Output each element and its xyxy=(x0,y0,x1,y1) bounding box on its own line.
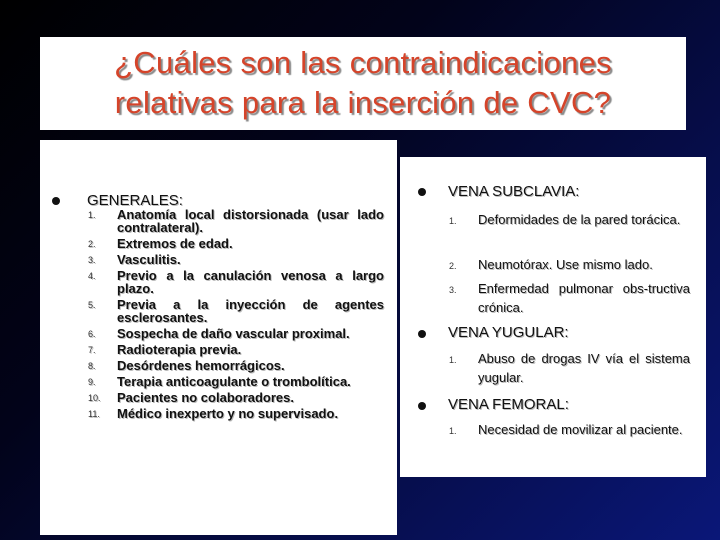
list-number: 7. xyxy=(88,345,96,355)
list-number: 3. xyxy=(88,255,96,265)
subclavia-heading: VENA SUBCLAVIA: xyxy=(448,183,580,200)
list-item xyxy=(40,298,384,324)
generales-list xyxy=(40,208,384,423)
subclavia-item-2: Neumotórax. Use mismo lado. xyxy=(478,257,653,272)
list-number: 3. xyxy=(449,285,457,295)
list-number: 9. xyxy=(88,377,96,387)
yugular-item-1: Abuso de drogas IV vía el sistema yugular. xyxy=(478,351,690,385)
list-number: 1. xyxy=(449,355,457,365)
list-number: 6. xyxy=(88,329,96,339)
list-item-text: Sospecha de daño vascular proximal. xyxy=(117,326,350,341)
list-number: 11. xyxy=(88,409,100,419)
list-number: 2. xyxy=(88,239,96,249)
generales-heading: GENERALES: xyxy=(87,192,183,209)
list-number: 8. xyxy=(88,361,96,371)
list-item xyxy=(40,375,384,388)
subclavia-item-3: Enfermedad pulmonar obs-tructiva crónica. xyxy=(478,281,690,315)
list-item-text: Anatomía local distorsionada (usar lado contralateral). xyxy=(117,207,384,235)
title-line-1: ¿Cuáles son las contraindicaciones xyxy=(114,45,612,80)
bullet-icon xyxy=(52,197,60,205)
list-item-text: Médico inexperto y no supervisado. xyxy=(117,406,339,421)
list-item-text: Previa a la inyección de agentes esclerosantes. xyxy=(117,297,384,325)
list-item xyxy=(40,359,384,372)
list-item-text: Desórdenes hemorrágicos. xyxy=(117,358,285,373)
list-item-text: Pacientes no colaboradores. xyxy=(117,390,295,405)
list-item xyxy=(40,237,384,250)
list-item xyxy=(40,253,384,266)
femoral-item-1: Necesidad de movilizar al paciente. xyxy=(478,422,683,437)
title-line-2: relativas para la inserción de CVC? xyxy=(114,85,612,120)
list-item-text: Terapia anticoagulante o trombolítica. xyxy=(117,374,351,389)
list-item xyxy=(40,407,384,420)
bullet-icon xyxy=(418,188,426,196)
list-item xyxy=(40,327,384,340)
bullet-icon xyxy=(418,402,426,410)
list-number: 2. xyxy=(449,261,457,271)
list-number: 1. xyxy=(88,210,96,220)
list-number: 5. xyxy=(88,300,96,310)
list-number: 4. xyxy=(88,271,96,281)
list-item-text: Previo a la canulación venosa a largo plazo. xyxy=(117,268,384,296)
list-number: 1. xyxy=(449,426,457,436)
yugular-heading: VENA YUGULAR: xyxy=(448,324,569,341)
list-item xyxy=(40,208,384,234)
bullet-icon xyxy=(418,330,426,338)
list-item-text: Vasculitis. xyxy=(117,252,181,267)
list-number: 1. xyxy=(449,216,457,226)
list-item-text: Radioterapia previa. xyxy=(117,342,242,357)
femoral-heading: VENA FEMORAL: xyxy=(448,396,569,413)
title-box xyxy=(40,37,686,130)
list-item xyxy=(40,343,384,356)
list-number: 10. xyxy=(88,393,101,403)
subclavia-item-1: Deformidades de la pared torácica. xyxy=(478,212,681,227)
list-item xyxy=(40,269,384,295)
list-item-text: Extremos de edad. xyxy=(117,236,233,251)
list-item xyxy=(40,391,384,404)
